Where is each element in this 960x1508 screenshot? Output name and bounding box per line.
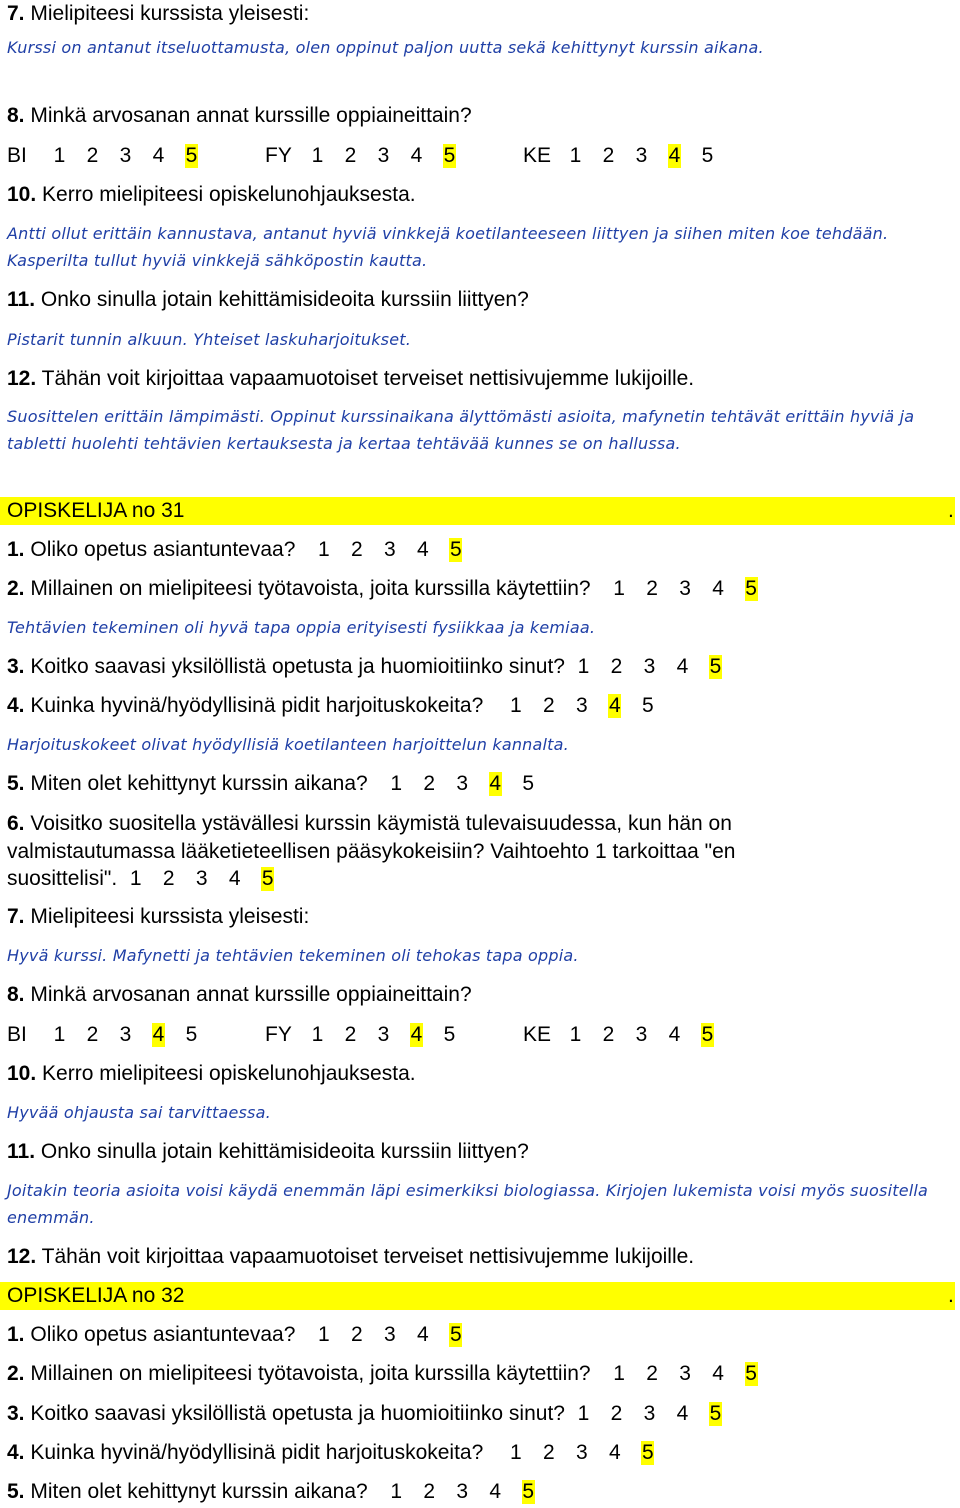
rating-option-1: 1 <box>569 1023 582 1046</box>
answer-12: Suosittelen erittäin lämpimästi. Oppinut kurssinaikana älyttömästi asioita, mafynetin tehtävät erittäin hyviä ja tabletti huolehti tehtävien kertauksesta ja kertaa tehtävää kunnes se on hallussa. <box>7 407 915 453</box>
rating-option-5: 5 <box>745 1362 757 1385</box>
rating-option-4: 4 <box>417 1323 429 1346</box>
question-11: 11. Onko sinulla jotain kehittämisideoita kurssiin liittyen? <box>7 288 529 311</box>
rating-option-3: 3 <box>195 867 208 890</box>
rating-option-2: 2 <box>86 144 99 167</box>
grade-ke <box>523 1023 734 1047</box>
rating-option-5: 5 <box>709 655 722 678</box>
rating-option-4: 4 <box>152 144 165 167</box>
rating-option-5: 5 <box>261 867 274 890</box>
rating-option-4: 4 <box>417 538 429 561</box>
question-6-line-2: valmistautumassa lääketieteellisen pääsykokeisiin? Vaihtoehto 1 tarkoittaa "en <box>7 840 736 863</box>
question-2: 2. Millainen on mielipiteesi työtavoista, joita kurssilla käytettiin? 1 2 3 4 5 <box>7 1362 757 1385</box>
grade-bi <box>7 1023 265 1047</box>
rating-option-1: 1 <box>577 1402 590 1425</box>
rating-option-4: 4 <box>489 772 502 795</box>
question-7: 7. Mielipiteesi kurssista yleisesti: <box>7 905 310 928</box>
rating-option-2: 2 <box>423 772 436 795</box>
question-12: 12. Tähän voit kirjoittaa vapaamuotoiset terveiset nettisivujemme lukijoille. <box>7 1245 695 1268</box>
rating-option-3: 3 <box>635 144 648 167</box>
rating-option-5: 5 <box>450 1323 462 1346</box>
rating-option-2: 2 <box>602 144 615 167</box>
rating-option-3: 3 <box>384 1323 396 1346</box>
rating-option-2: 2 <box>344 1023 357 1046</box>
question-6-line-3: suosittelisi". 1 2 3 4 5 <box>7 867 274 890</box>
grade-ke <box>523 144 734 168</box>
question-10: 10. Kerro mielipiteesi opiskelunohjauksesta. <box>7 183 416 206</box>
rating-option-2: 2 <box>162 867 175 890</box>
rating-option-4: 4 <box>152 1023 165 1046</box>
rating-option-4: 4 <box>668 1023 681 1046</box>
rating-option-4: 4 <box>668 144 681 167</box>
rating-option-3: 3 <box>384 538 396 561</box>
rating-option-5: 5 <box>522 772 535 795</box>
question-5: 5. Miten olet kehittynyt kurssin aikana? 1 2 3 4 5 <box>7 1480 535 1503</box>
rating-option-5: 5 <box>701 1023 714 1046</box>
rating-option-2: 2 <box>610 655 623 678</box>
rating-option-4: 4 <box>489 1480 502 1503</box>
rating-option-1: 1 <box>577 655 590 678</box>
rating-option-2: 2 <box>423 1480 436 1503</box>
grade-fy <box>265 144 523 168</box>
rating-option-2: 2 <box>351 538 363 561</box>
answer-7: Hyvä kurssi. Mafynetti ja tehtävien tekeminen oli tehokas tapa oppia. <box>7 946 579 965</box>
answer-7: Kurssi on antanut itseluottamusta, olen oppinut paljon uutta sekä kehittynyt kurssin aikana. <box>7 38 764 57</box>
rating-option-3: 3 <box>575 1441 588 1464</box>
rating-option-2: 2 <box>542 1441 555 1464</box>
rating-option-2: 2 <box>646 577 658 600</box>
answer-11: Pistarit tunnin alkuun. Yhteiset laskuharjoitukset. <box>7 330 411 349</box>
rating-option-2: 2 <box>351 1323 363 1346</box>
question-12: 12. Tähän voit kirjoittaa vapaamuotoiset terveiset nettisivujemme lukijoille. <box>7 367 695 390</box>
rating-option-2: 2 <box>646 1362 658 1385</box>
rating-option-3: 3 <box>377 144 390 167</box>
rating-option-4: 4 <box>228 867 241 890</box>
rating-option-1: 1 <box>311 1023 324 1046</box>
rating-option-2: 2 <box>610 1402 623 1425</box>
rating-option-4: 4 <box>712 1362 724 1385</box>
rating-option-3: 3 <box>456 1480 469 1503</box>
question-3: 3. Koitko saavasi yksilöllistä opetusta ja huomioitiinko sinut? 1 2 3 4 5 <box>7 655 722 678</box>
rating-option-1: 1 <box>318 1323 330 1346</box>
rating-option-5: 5 <box>443 1023 456 1046</box>
grade-row <box>7 144 734 168</box>
rating-option-3: 3 <box>679 577 691 600</box>
rating-option-1: 1 <box>390 772 403 795</box>
rating-option-5: 5 <box>709 1402 722 1425</box>
rating-option-1: 1 <box>53 144 66 167</box>
rating-option-1: 1 <box>53 1023 66 1046</box>
rating-option-4: 4 <box>410 1023 423 1046</box>
answer-10: Antti ollut erittäin kannustava, antanut hyviä vinkkejä koetilanteeseen liittyen ja siihen miten koe tehdään. Kasperilta tullut hyviä vinkkejä sähköpostin kautta. <box>7 224 889 270</box>
answer-4: Harjoituskokeet olivat hyödyllisiä koetilanteen harjoittelun kannalta. <box>7 735 569 754</box>
rating-option-2: 2 <box>86 1023 99 1046</box>
grade-fy <box>265 1023 523 1047</box>
rating-option-5: 5 <box>522 1480 535 1503</box>
rating-option-1: 1 <box>129 867 142 890</box>
rating-option-4: 4 <box>676 1402 689 1425</box>
subject-label: KE <box>523 144 552 167</box>
question-2: 2. Millainen on mielipiteesi työtavoista, joita kurssilla käytettiin? 1 2 3 4 5 <box>7 577 757 600</box>
rating-option-5: 5 <box>443 144 456 167</box>
rating-option-1: 1 <box>509 1441 522 1464</box>
question-11: 11. Onko sinulla jotain kehittämisideoita kurssiin liittyen? <box>7 1140 529 1163</box>
subject-label: FY <box>265 144 292 167</box>
subject-label: FY <box>265 1023 292 1046</box>
rating-option-3: 3 <box>643 1402 656 1425</box>
question-3: 3. Koitko saavasi yksilöllistä opetusta ja huomioitiinko sinut? 1 2 3 4 5 <box>7 1402 722 1425</box>
subject-label: KE <box>523 1023 552 1046</box>
subject-label: BI <box>7 1023 27 1046</box>
rating-option-3: 3 <box>575 694 588 717</box>
question-8: 8. Minkä arvosanan annat kurssille oppiaineittain? <box>7 983 472 1006</box>
rating-option-2: 2 <box>344 144 357 167</box>
rating-option-1: 1 <box>569 144 582 167</box>
question-8: 8. Minkä arvosanan annat kurssille oppiaineittain? <box>7 104 472 127</box>
rating-option-5: 5 <box>641 694 654 717</box>
rating-option-4: 4 <box>608 694 621 717</box>
grade-row <box>7 1023 734 1047</box>
student-banner-31: OPISKELIJA no 31 . <box>0 497 955 525</box>
rating-option-4: 4 <box>608 1441 621 1464</box>
rating-option-3: 3 <box>377 1023 390 1046</box>
rating-option-4: 4 <box>676 655 689 678</box>
rating-option-3: 3 <box>119 1023 132 1046</box>
question-1: 1. Oliko opetus asiantuntevaa? 1 2 3 4 5 <box>7 1323 462 1346</box>
rating-option-1: 1 <box>613 1362 625 1385</box>
rating-option-1: 1 <box>613 577 625 600</box>
rating-option-1: 1 <box>311 144 324 167</box>
rating-option-5: 5 <box>185 1023 198 1046</box>
rating-option-4: 4 <box>410 144 423 167</box>
rating-option-2: 2 <box>542 694 555 717</box>
rating-option-5: 5 <box>185 144 198 167</box>
answer-10: Hyvää ohjausta sai tarvittaessa. <box>7 1103 271 1122</box>
rating-option-4: 4 <box>712 577 724 600</box>
rating-option-1: 1 <box>509 694 522 717</box>
rating-option-1: 1 <box>318 538 330 561</box>
rating-option-5: 5 <box>641 1441 654 1464</box>
question-1: 1. Oliko opetus asiantuntevaa? 1 2 3 4 5 <box>7 538 462 561</box>
rating-option-3: 3 <box>679 1362 691 1385</box>
rating-option-3: 3 <box>119 144 132 167</box>
rating-option-2: 2 <box>602 1023 615 1046</box>
rating-option-5: 5 <box>701 144 714 167</box>
question-5: 5. Miten olet kehittynyt kurssin aikana? 1 2 3 4 5 <box>7 772 535 795</box>
answer-11: Joitakin teoria asioita voisi käydä enemmän läpi esimerkiksi biologiassa. Kirjojen lukemista voisi myös suositella enemmän. <box>7 1181 929 1227</box>
question-6-line-1: 6. Voisitko suositella ystävällesi kurssin käymistä tulevaisuudessa, kun hän on <box>7 812 732 835</box>
answer-2: Tehtävien tekeminen oli hyvä tapa oppia erityisesti fysiikkaa ja kemiaa. <box>7 618 596 637</box>
rating-option-5: 5 <box>745 577 757 600</box>
rating-option-1: 1 <box>390 1480 403 1503</box>
question-10: 10. Kerro mielipiteesi opiskelunohjauksesta. <box>7 1062 416 1085</box>
rating-option-3: 3 <box>635 1023 648 1046</box>
rating-option-3: 3 <box>456 772 469 795</box>
subject-label: BI <box>7 144 27 167</box>
student-banner-32: OPISKELIJA no 32 . <box>0 1282 955 1310</box>
question-4: 4. Kuinka hyvinä/hyödyllisinä pidit harjoituskokeita? 1 2 3 4 5 <box>7 1441 654 1464</box>
rating-option-3: 3 <box>643 655 656 678</box>
question-7: 7. Mielipiteesi kurssista yleisesti: <box>7 2 310 25</box>
rating-option-5: 5 <box>450 538 462 561</box>
grade-bi <box>7 144 265 168</box>
question-4: 4. Kuinka hyvinä/hyödyllisinä pidit harjoituskokeita? 1 2 3 4 5 <box>7 694 654 717</box>
